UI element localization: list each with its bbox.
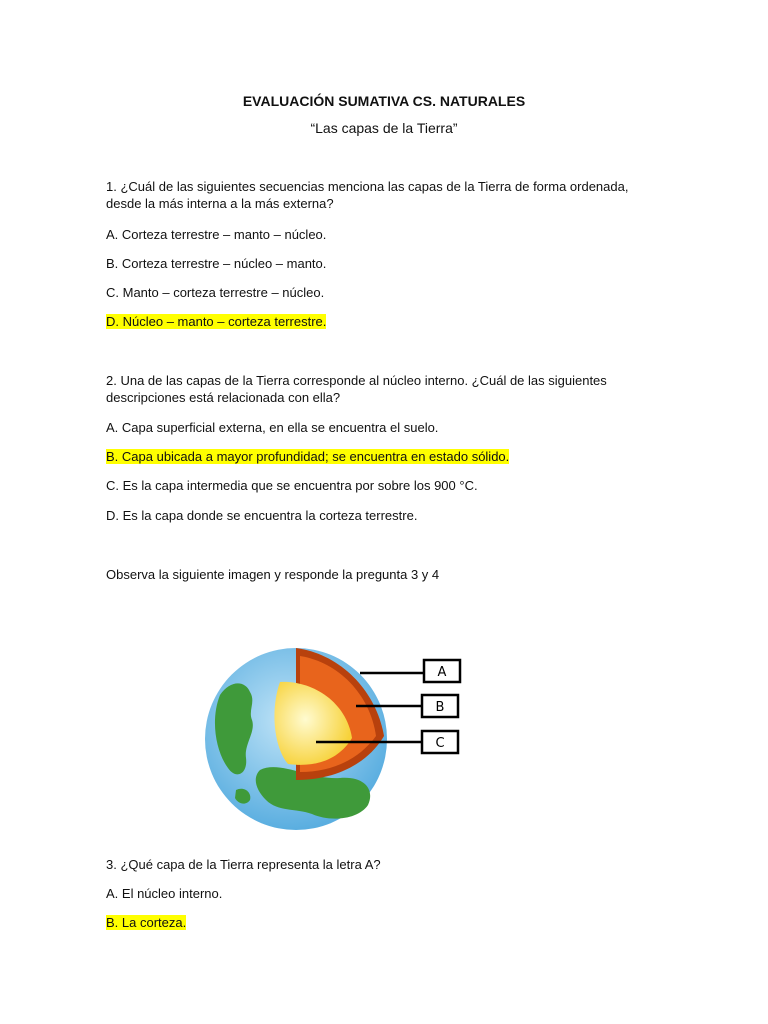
question-2: 2. Una de las capas de la Tierra corresponde al núcleo interno. ¿Cuál de las siguientes descripciones está relacionada con ella? (106, 373, 607, 405)
q2-option-c: C. Es la capa intermedia que se encuentra por sobre los 900 °C. (106, 478, 478, 493)
exam-subtitle: “Las capas de la Tierra” (310, 120, 458, 136)
q2-option-b-highlight: B. Capa ubicada a mayor profundidad; se encuentra en estado sólido. (106, 449, 510, 464)
exam-title: EVALUACIÓN SUMATIVA CS. NATURALES (242, 93, 526, 109)
q1-option-d (106, 313, 326, 330)
label-c: C (435, 736, 445, 751)
q2-option-d: D. Es la capa donde se encuentra la corteza terrestre. (106, 508, 418, 523)
q1-option-c: C. Manto – corteza terrestre – núcleo. (106, 285, 325, 300)
earth-layers-figure (200, 640, 470, 845)
q2-option-b (106, 448, 509, 465)
q1-option-b: B. Corteza terrestre – núcleo – manto. (106, 256, 327, 271)
q2-option-a: A. Capa superficial externa, en ella se encuentra el suelo. (106, 420, 439, 435)
question-3: 3. ¿Qué capa de la Tierra representa la letra A? (106, 857, 381, 872)
question-1: 1. ¿Cuál de las siguientes secuencias menciona las capas de la Tierra de forma ordenada, desde la más interna a la más externa? (106, 179, 629, 211)
label-a: A (437, 665, 447, 680)
label-b: B (435, 700, 445, 715)
figure-instruction: Observa la siguiente imagen y responde la pregunta 3 y 4 (106, 567, 440, 582)
q3-option-b-highlight: B. La corteza. (106, 915, 187, 930)
q3-option-a: A. El núcleo interno. (106, 886, 223, 901)
q1-option-d-highlight: D. Núcleo – manto – corteza terrestre. (106, 314, 327, 329)
q1-option-a: A. Corteza terrestre – manto – núcleo. (106, 227, 327, 242)
q3-option-b (106, 914, 186, 931)
